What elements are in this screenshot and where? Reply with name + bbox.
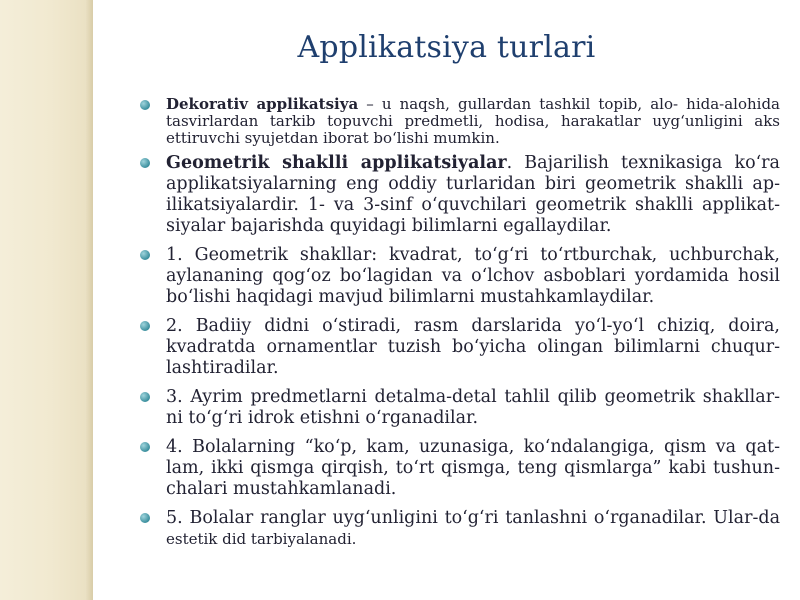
- bullet-text: – u naqsh, gullardan tashkil topib, alo- hida-alohida tasvirlardan tarkib topuvchi predmetli, hodisa, harakatlar uyg‘unligini aks ettiruvchi syujetdan iborat bo‘lishi mumkin.: [166, 95, 780, 147]
- bullet-dot-icon: [140, 392, 150, 402]
- decorative-side-band: [0, 0, 93, 600]
- bullet-item-4: [140, 437, 780, 500]
- bullet-item-2: [140, 316, 780, 379]
- bullet-dot-icon: [140, 158, 150, 168]
- side-band-edge: [86, 0, 93, 600]
- bullet-text: 2. Badiiy didni o‘stiradi, rasm darslarida yo‘l-yo‘l chiziq, doira, kvadratda ornamentlar tuzish bo‘yicha olingan bilimlarni chuqur-lashtiradilar.: [166, 316, 780, 378]
- bullet-dot-icon: [140, 100, 150, 110]
- bullet-item-geometric: [140, 153, 780, 237]
- bullet-text: 1. Geometrik shakllar: kvadrat, to‘g‘ri to‘rtburchak, uchburchak, aylananing qog‘oz bo‘lagidan va o‘lchov asboblari yordamida hosil bo‘lishi haqidagi mavjud bilimlarni mustahkamlaydilar.: [166, 245, 780, 307]
- bullet-text: 4. Bolalarning “ko‘p, kam, uzunasiga, ko‘ndalangiga, qism va qat-lam, ikki qismga qirqish, to‘rt qismga, teng qismlarga” kabi tushun-chalari mustahkamlanadi.: [166, 437, 780, 499]
- bullet-item-5: [140, 508, 780, 550]
- bullet-dot-icon: [140, 513, 150, 523]
- bullet-heading: Dekorativ applikatsiya: [166, 95, 359, 113]
- bullet-text: . Bajarilish texnikasiga ko‘ra applikatsiyalarning eng oddiy turlaridan biri geometrik shaklli ap-ilikatsiyalardir. 1- va 3-sinf o‘quvchilari geometrik shaklli applikat-siyalar bajarishda quyidagi bilimlarni egallaydilar.: [166, 153, 780, 236]
- bullet-text: 3. Ayrim predmetlarni detalma-detal tahlil qilib geometrik shakllar-ni to‘g‘ri idrok etishni o‘rganadilar.: [166, 387, 780, 428]
- bullet-list: [140, 96, 780, 558]
- bullet-dot-icon: [140, 250, 150, 260]
- bullet-item-3: [140, 387, 780, 429]
- bullet-heading: Geometrik shaklli applikatsiyalar: [166, 153, 507, 173]
- bullet-item-decorative: [140, 96, 780, 147]
- bullet-dot-icon: [140, 442, 150, 452]
- bullet-text: 5. Bolalar ranglar uyg‘unligini to‘g‘ri tanlashni o‘rganadilar. Ular-da: [166, 508, 780, 528]
- bullet-dot-icon: [140, 321, 150, 331]
- bullet-text-small: estetik did tarbiyalanadi.: [166, 530, 357, 548]
- bullet-item-1: [140, 245, 780, 308]
- slide-title: Applikatsiya turlari: [297, 30, 596, 65]
